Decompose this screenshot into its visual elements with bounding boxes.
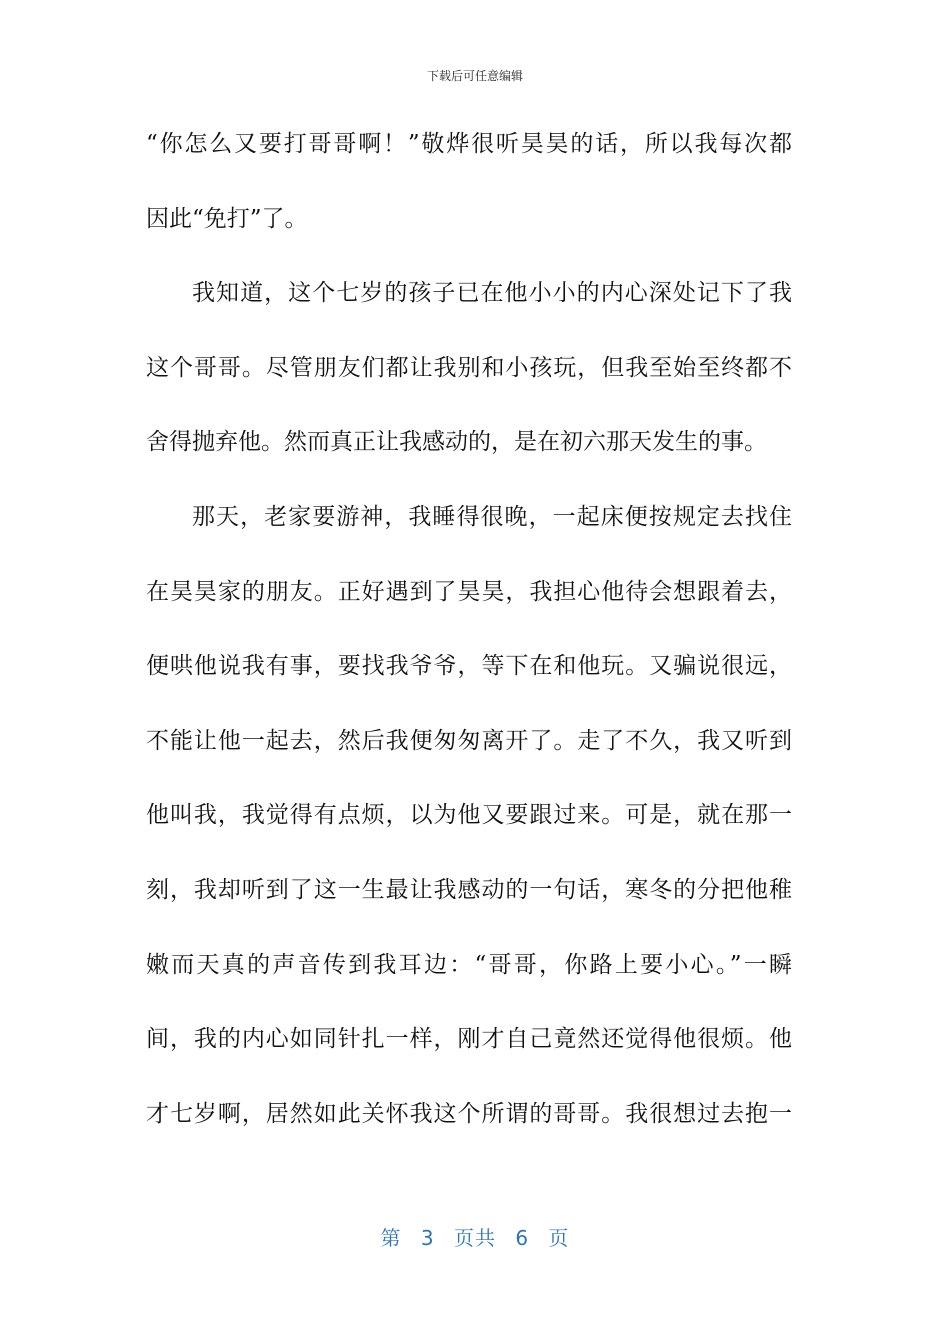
text-line: 嫩而天真的声音传到我耳边：“哥哥，你路上要小心。”一瞬	[146, 951, 792, 978]
text-line: 便哄他说我有事，要找我爷爷，等下在和他玩。又骗说很远，	[146, 653, 792, 680]
text-line: 那天，老家要游神，我睡得很晚，一起床便按规定去找住	[192, 503, 792, 530]
page-number: 第 3 页共 6 页	[380, 1226, 570, 1250]
text-line: 他叫我，我觉得有点烦，以为他又要跟过来。可是，就在那一	[146, 802, 792, 829]
text-line: 在昊昊家的朋友。正好遇到了昊昊，我担心他待会想跟着去，	[146, 578, 792, 605]
body-text	[146, 107, 792, 1151]
text-line: 我知道，这个七岁的孩子已在他小小的内心深处记下了我	[192, 280, 792, 307]
text-line: 才七岁啊，居然如此关怀我这个所谓的哥哥。我很想过去抱一	[146, 1100, 792, 1127]
text-line: “你怎么又要打哥哥啊！”敬烨很听昊昊的话，所以我每次都	[146, 131, 792, 157]
text-line: 不能让他一起去，然后我便匆匆离开了。走了不久，我又听到	[146, 727, 792, 754]
text-line: 刻，我却听到了这一生最让我感动的一句话，寒冬的分把他稚	[146, 876, 792, 903]
header-note: 下载后可任意编辑	[426, 69, 523, 83]
text-line: 舍得抛弃他。然而真正让我感动的，是在初六那天发生的事。	[146, 429, 767, 456]
text-line: 这个哥哥。尽管朋友们都让我别和小孩玩，但我至始至终都不	[146, 354, 792, 381]
text-line: 因此“免打”了。	[146, 205, 308, 232]
text-line: 间，我的内心如同针扎一样，刚才自己竟然还觉得他很烦。他	[146, 1026, 792, 1053]
